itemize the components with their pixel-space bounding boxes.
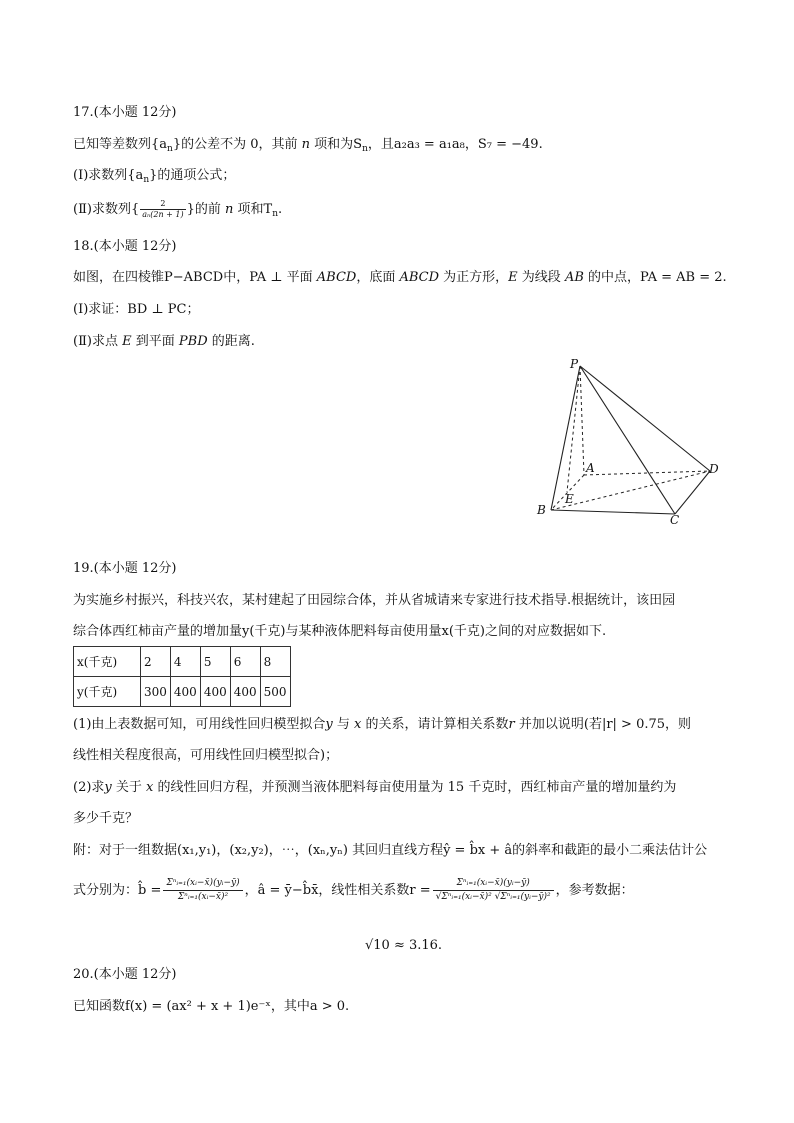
q17-stem: 已知等差数列$\{a_n\}$的公差不为 0，其前 n 项和为$S_n$，且a₂a₃ = a₁a₈，S₇ = −49. xyxy=(73,137,543,154)
q19-reference: √10 ≈ 3.16. xyxy=(365,938,443,953)
table-cell: 300 xyxy=(141,677,171,707)
edge-bc xyxy=(551,510,675,514)
edge-pc xyxy=(580,366,675,514)
table-cell: 5 xyxy=(200,647,230,677)
label-b: B xyxy=(537,503,546,517)
table-cell: 4 xyxy=(170,647,200,677)
table-cell: 500 xyxy=(260,677,290,707)
edge-bd xyxy=(551,471,710,510)
table-cell: 400 xyxy=(200,677,230,707)
q17-part2: (Ⅱ)求数列{ $\frac{2}{\text{aₙ(2n + 1)}}$ }的前 n 项和$T_n$. xyxy=(73,199,283,219)
edge-ad xyxy=(584,471,710,475)
q19-note-line2: 式分别为：b̂ = $\frac{\text{Σⁿᵢ₌₁(xᵢ−x̄)(yᵢ−ȳ)}}{\text{Σⁿᵢ₌₁(xᵢ−x̄)²}}$ ，â = ȳ−b̂x̄，线性相关系数r = $\frac{\text{Σⁿᵢ₌₁(xᵢ−x̄)(yᵢ−ȳ)}}{\text{√Σⁿᵢ₌₁(xᵢ−x̄)² √Σⁿᵢ₌₁(yᵢ−ȳ)²}}$ ，参考数据： xyxy=(73,878,634,902)
data-table xyxy=(73,646,291,707)
table-cell: 8 xyxy=(260,647,290,677)
table-row-x xyxy=(74,647,291,677)
table-cell: x(千克) xyxy=(74,647,141,677)
edge-pd xyxy=(580,366,710,471)
q17-fraction: $\frac{2}{\text{aₙ(2n + 1)}}$ xyxy=(142,199,184,219)
table-cell: 400 xyxy=(170,677,200,707)
edge-pb xyxy=(551,366,580,510)
table-row-y xyxy=(74,677,291,707)
edge-pa xyxy=(580,366,584,475)
q19-header: 19.(本小题 12分) xyxy=(73,561,177,576)
q19-stem-line1: 为实施乡村振兴，科技兴农，某村建起了田园综合体，并从省城请来专家进行技术指导.根据统计，该田园 xyxy=(73,593,676,608)
q19-part2-line1: (2)求y 关于 x 的线性回归方程，并预测当液体肥料每亩使用量为 15 千克时，西红柿亩产量的增加量约为 xyxy=(73,780,677,795)
q19-stem-line2: 综合体西红柿亩产量的增加量y(千克)与某种液体肥料每亩使用量x(千克)之间的对应数据如下. xyxy=(73,624,607,639)
q18-part2: (Ⅱ)求点 E 到平面 PBD 的距离. xyxy=(73,334,255,349)
table-cell: 6 xyxy=(230,647,260,677)
label-a: A xyxy=(586,461,595,475)
edge-pe xyxy=(567,366,580,492)
table-cell: 2 xyxy=(141,647,171,677)
q20-header: 20.(本小题 12分) xyxy=(73,967,177,982)
table-cell: y(千克) xyxy=(74,677,141,707)
q18-stem: 如图，在四棱锥P−ABCD中，PA ⊥ 平面 ABCD，底面 ABCD 为正方形，E 为线段 AB 的中点，PA = AB = 2. xyxy=(73,270,727,285)
label-p: P xyxy=(570,357,579,371)
q19-note-line1: 附：对于一组数据(x₁,y₁)，(x₂,y₂)，⋯，(xₙ,yₙ) 其回归直线方程ŷ = b̂x + â的斜率和截距的最小二乘法估计公 xyxy=(73,843,708,858)
label-d: D xyxy=(709,462,719,476)
q17-part1: (Ⅰ)求数列$\{a_n\}$的通项公式； xyxy=(73,168,236,185)
label-e: E xyxy=(565,492,574,506)
label-c: C xyxy=(670,513,680,527)
q19-part1-line2: 线性相关程度很高，可用线性回归模型拟合)； xyxy=(73,748,339,763)
r-formula: $\frac{\text{Σⁿᵢ₌₁(xᵢ−x̄)(yᵢ−ȳ)}}{\text{√Σⁿᵢ₌₁(xᵢ−x̄)² √Σⁿᵢ₌₁(yᵢ−ȳ)²}}$ xyxy=(433,877,554,904)
b-hat-formula: $\frac{\text{Σⁿᵢ₌₁(xᵢ−x̄)(yᵢ−ȳ)}}{\text{Σⁿᵢ₌₁(xᵢ−x̄)²}}$ xyxy=(163,877,242,904)
q19-part2-line2: 多少千克？ xyxy=(73,811,139,826)
table-cell: 400 xyxy=(230,677,260,707)
q19-part1-line1: (1)由上表数据可知，可用线性回归模型拟合y 与 x 的关系，请计算相关系数r 并加以说明(若|r| > 0.75，则 xyxy=(73,717,692,732)
q17-header: 17.(本小题 12分) xyxy=(73,105,177,120)
q18-part1: (Ⅰ)求证：BD ⊥ PC； xyxy=(73,302,200,317)
q18-header: 18.(本小题 12分) xyxy=(73,239,177,254)
edge-cd xyxy=(675,471,710,514)
pyramid-figure xyxy=(528,352,728,532)
q20-stem: 已知函数f(x) = (ax² + x + 1)e⁻ˣ，其中a > 0. xyxy=(73,999,350,1014)
